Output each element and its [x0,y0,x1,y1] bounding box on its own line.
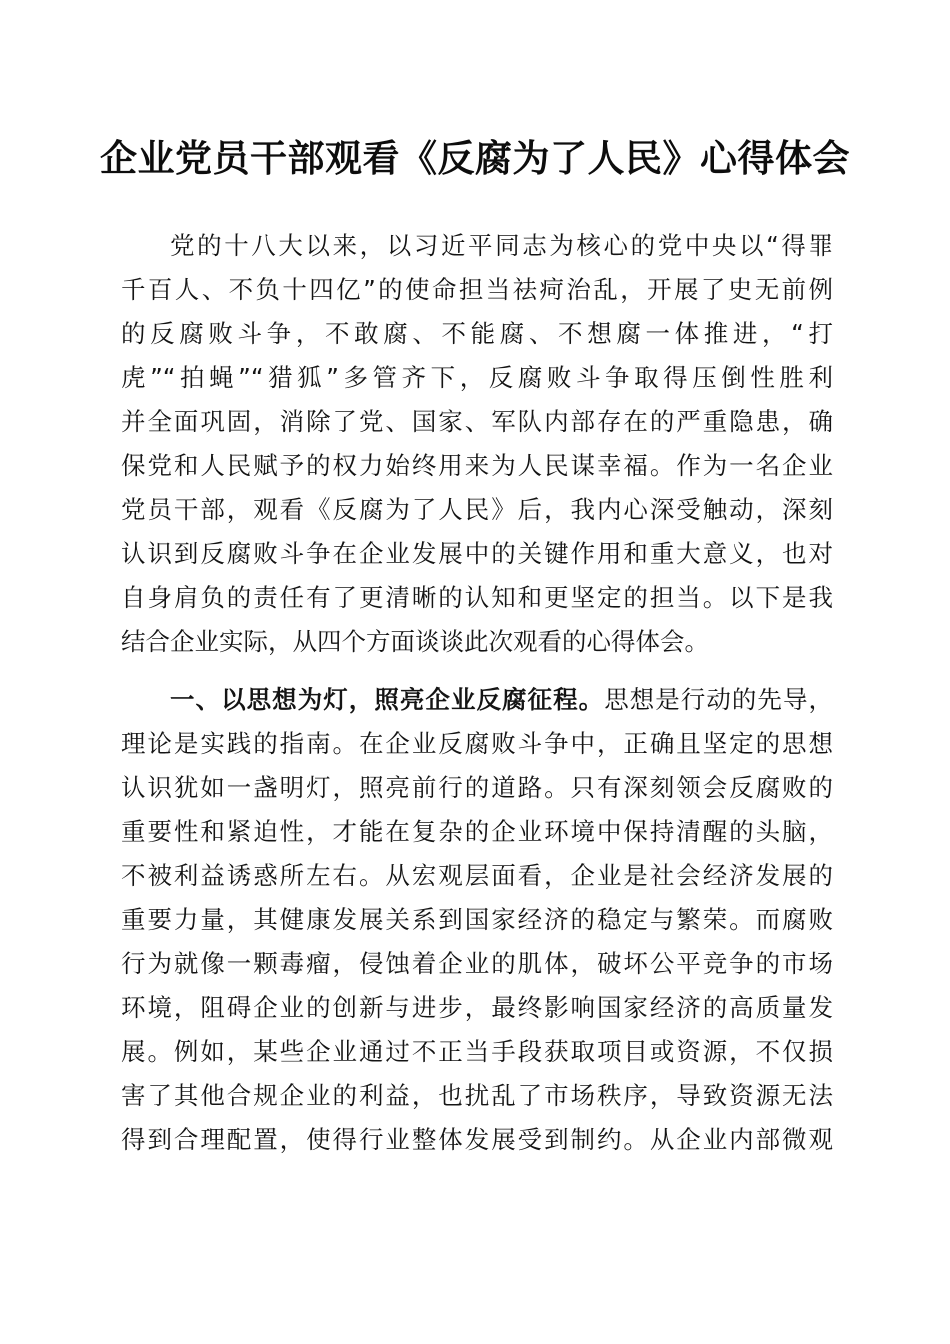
paragraph-line: 党的十八大以来，以习近平同志为核心的党中央以“得罪 [170,231,833,260]
paragraph-line: 重要性和紧迫性，才能在复杂的企业环境中保持清醒的头脑， [121,817,833,846]
paragraph-line: 理论是实践的指南。在企业反腐败斗争中，正确且坚定的思想 [121,729,833,758]
section-heading: 一、以思想为灯，照亮企业反腐征程。 [170,685,605,714]
paragraph-line: 自身肩负的责任有了更清晰的认知和更坚定的担当。以下是我 [121,583,833,612]
paragraph-line: 千百人、不负十四亿”的使命担当祛疴治乱，开展了史无前例 [121,275,833,304]
paragraph-line: 害了其他合规企业的利益，也扰乱了市场秩序，导致资源无法 [121,1081,833,1110]
document-title: 企业党员干部观看《反腐为了人民》心得体会 [100,136,850,180]
paragraph-line: 并全面巩固，消除了党、国家、军队内部存在的严重隐患，确 [121,407,833,436]
paragraph-line: 结合企业实际，从四个方面谈谈此次观看的心得体会。 [121,627,709,656]
paragraph-line: 认识到反腐败斗争在企业发展中的关键作用和重大意义，也对 [121,539,833,568]
paragraph-line: 行为就像一颗毒瘤，侵蚀着企业的肌体，破坏公平竞争的市场 [121,949,833,978]
paragraph-line: 得到合理配置，使得行业整体发展受到制约。从企业内部微观 [121,1125,833,1154]
paragraph-line: 党员干部，观看《反腐为了人民》后，我内心深受触动，深刻 [121,495,833,524]
section-first-line [170,678,833,722]
paragraph-line: 保党和人民赋予的权力始终用来为人民谋幸福。作为一名企业 [121,451,833,480]
paragraph-line: 环境，阻碍企业的创新与进步，最终影响国家经济的高质量发 [121,993,833,1022]
paragraph-line: 展。例如，某些企业通过不正当手段获取项目或资源，不仅损 [121,1037,833,1066]
paragraph-line: 重要力量，其健康发展关系到国家经济的稳定与繁荣。而腐败 [121,905,833,934]
paragraph-line: 的反腐败斗争，不敢腐、不能腐、不想腐一体推进，“打 [121,319,833,348]
paragraph-line: 不被利益诱惑所左右。从宏观层面看，企业是社会经济发展的 [121,861,833,890]
paragraph-line: 认识犹如一盏明灯，照亮前行的道路。只有深刻领会反腐败的 [121,773,833,802]
section-text: 思想是行动的先导， [604,685,834,714]
paragraph-line: 虎”“拍蝇”“猎狐”多管齐下，反腐败斗争取得压倒性胜利 [121,363,833,392]
